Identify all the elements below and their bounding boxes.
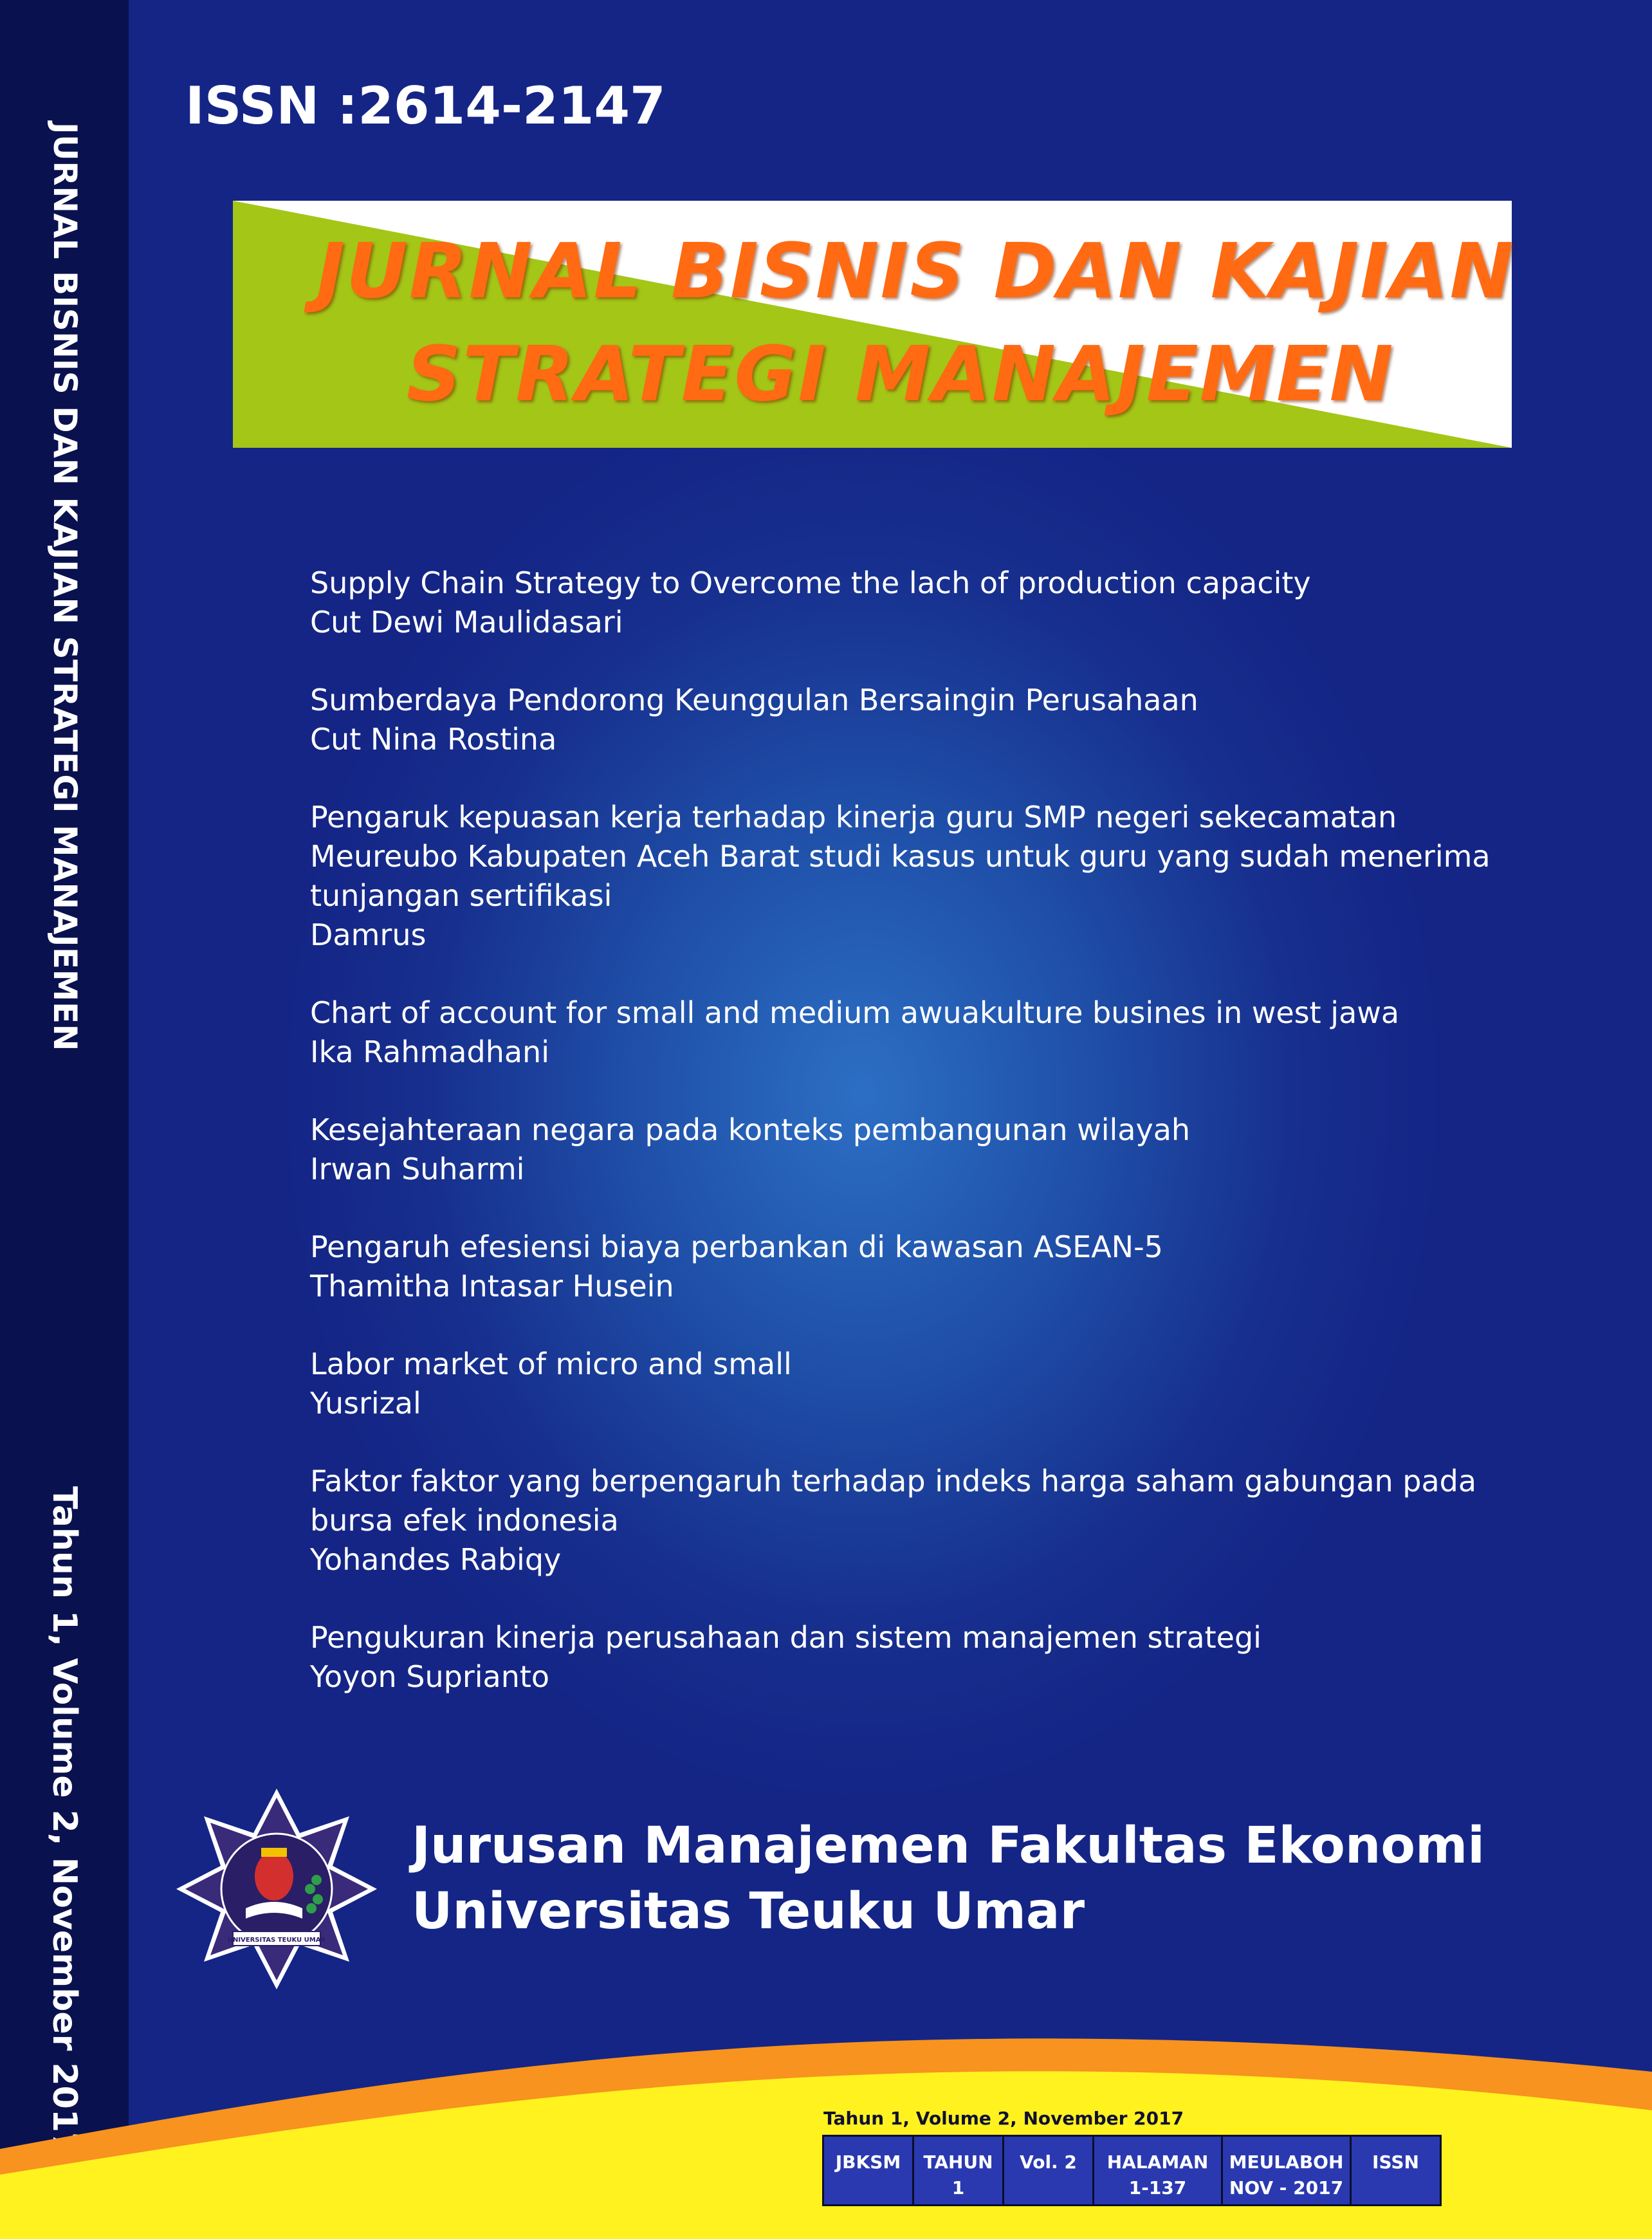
spine: [0, 0, 129, 2239]
article-author: Thamitha Intasar Husein: [310, 1269, 674, 1304]
article-entry: [310, 681, 1507, 759]
article-title-cont: Meureubo Kabupaten Aceh Barat studi kasus untuk guru yang sudah menerima: [310, 839, 1491, 874]
article-title: Pengaruk kepuasan kerja terhadap kinerja guru SMP negeri sekecamatan: [310, 800, 1397, 834]
spine-title: JURNAL BISNIS DAN KAJIAN STRATEGI MANAJEMEN: [46, 122, 84, 1051]
article-author: Yoyon Suprianto: [310, 1659, 550, 1694]
article-title: Faktor faktor yang berpengaruh terhadap indeks harga saham gabungan pada: [310, 1464, 1477, 1498]
table-cell: JBKSM: [823, 2136, 913, 2206]
article-title-cont: bursa efek indonesia: [310, 1503, 619, 1538]
table-cell: Vol. 2: [1004, 2136, 1094, 2206]
issn-label: ISSN :2614-2147: [185, 76, 666, 136]
institution-name: [412, 1813, 1485, 1944]
table-cell: ISSN: [1351, 2136, 1441, 2206]
article-entry: [310, 1228, 1507, 1306]
article-entry: [310, 1345, 1507, 1423]
spine-issue-info: Tahun 1, Volume 2, November 2017: [45, 1486, 84, 2156]
article-title: Supply Chain Strategy to Overcome the lach of production capacity: [310, 566, 1311, 600]
issue-info-table: [822, 2135, 1442, 2206]
article-entry: [310, 993, 1507, 1072]
journal-title-line-2: STRATEGI MANAJEMEN: [407, 329, 1395, 418]
issue-caption: Tahun 1, Volume 2, November 2017: [823, 2108, 1184, 2129]
table-cell: MEULABOH NOV - 2017: [1222, 2136, 1351, 2206]
article-entry: [310, 1618, 1507, 1697]
article-title: Kesejahteraan negara pada konteks pembangunan wilayah: [310, 1112, 1191, 1147]
journal-title-line-1: JURNAL BISNIS DAN KAJIAN: [317, 226, 1515, 315]
article-author: Yusrizal: [310, 1386, 421, 1421]
article-title: Pengaruh efesiensi biaya perbankan di kawasan ASEAN-5: [310, 1230, 1163, 1264]
institution-line-1: Jurusan Manajemen Fakultas Ekonomi: [412, 1817, 1485, 1875]
institution-line-2: Universitas Teuku Umar: [412, 1883, 1085, 1940]
article-author: Cut Nina Rostina: [310, 722, 557, 757]
table-cell: TAHUN 1: [913, 2136, 1004, 2206]
article-title: Chart of account for small and medium awuakulture busines in west jawa: [310, 995, 1400, 1030]
article-entry: [310, 798, 1507, 955]
article-title: Pengukuran kinerja perusahaan dan sistem manajemen strategi: [310, 1620, 1262, 1655]
article-author: Yohandes Rabiqy: [310, 1542, 562, 1577]
emblem-text: UNIVERSITAS TEUKU UMAR: [227, 1937, 326, 1944]
article-title: Labor market of micro and small: [310, 1347, 792, 1381]
article-author: Cut Dewi Maulidasari: [310, 605, 623, 640]
table-of-contents: [310, 564, 1507, 1735]
article-entry: [310, 1462, 1507, 1580]
article-author: Ika Rahmadhani: [310, 1035, 549, 1069]
article-author: Irwan Suharmi: [310, 1152, 525, 1186]
article-entry: [310, 1110, 1507, 1189]
article-title-cont: tunjangan sertifikasi: [310, 878, 612, 913]
article-entry: [310, 564, 1507, 642]
article-title: Sumberdaya Pendorong Keunggulan Bersaingin Perusahaan: [310, 683, 1198, 717]
article-author: Damrus: [310, 917, 427, 952]
title-banner: [233, 201, 1515, 448]
table-cell: HALAMAN 1-137: [1094, 2136, 1222, 2206]
